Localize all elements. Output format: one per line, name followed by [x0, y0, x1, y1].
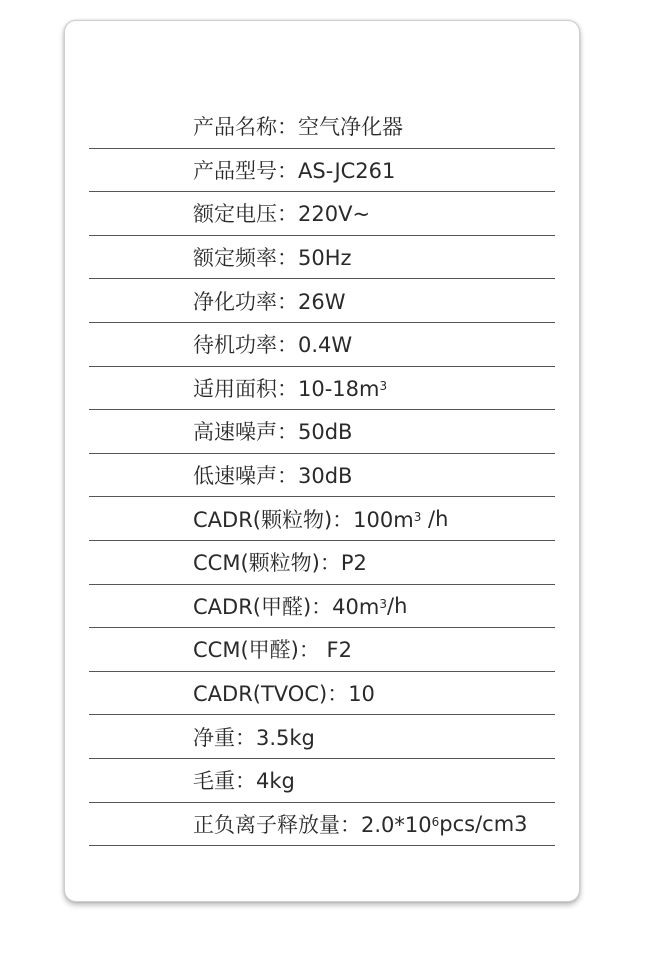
spec-text: 产品名称：空气净化器 [193, 115, 403, 140]
spec-superscript: 6 [431, 814, 440, 829]
spec-row-frequency [89, 236, 555, 280]
spec-superscript: 3 [413, 509, 422, 524]
spec-superscript: 3 [379, 378, 388, 393]
spec-text: 低速噪声：30dB [193, 464, 353, 489]
spec-row-high-noise [89, 410, 555, 454]
spec-suffix: /h [387, 593, 408, 618]
spec-row-standby-power [89, 323, 555, 367]
spec-suffix: /h [421, 506, 449, 531]
spec-text: CADR(甲醛)：40m [193, 594, 380, 619]
spec-suffix: pcs/cm3 [439, 811, 528, 836]
spec-text: 毛重：4kg [193, 769, 295, 794]
spec-row-low-noise [89, 454, 555, 498]
spec-row-purify-power [89, 279, 555, 323]
spec-text: 产品型号：AS-JC261 [193, 158, 396, 183]
spec-row-cadr-formaldehyde [89, 585, 555, 629]
spec-row-cadr-particle [89, 497, 555, 541]
spec-text: 适用面积：10-18m [193, 376, 380, 401]
spec-row-name [89, 105, 555, 149]
spec-row-ccm-particle [89, 541, 555, 585]
spec-row-area [89, 367, 555, 411]
spec-text: 额定电压：220V~ [193, 202, 371, 227]
spec-row-model [89, 149, 555, 193]
spec-text: 正负离子释放量：2.0*10 [193, 812, 432, 837]
spec-list [89, 105, 555, 846]
spec-text: 净重：3.5kg [193, 725, 315, 750]
spec-text: 净化功率：26W [193, 289, 346, 314]
spec-text: CADR(颗粒物)：100m [193, 507, 414, 532]
spec-card [64, 20, 580, 902]
spec-row-cadr-tvoc [89, 672, 555, 716]
spec-text: CCM(甲醛)： F2 [193, 638, 352, 663]
spec-text: 高速噪声：50dB [193, 420, 353, 445]
spec-text: CCM(颗粒物)：P2 [193, 551, 367, 576]
spec-superscript: 3 [379, 596, 387, 611]
spec-text: CADR(TVOC)：10 [193, 682, 375, 707]
spec-row-ccm-formaldehyde [89, 628, 555, 672]
spec-text: 额定频率：50Hz [193, 246, 352, 271]
spec-row-net-weight [89, 715, 555, 759]
spec-row-ion-release [89, 803, 555, 847]
spec-text: 待机功率：0.4W [193, 333, 353, 358]
spec-row-voltage [89, 192, 555, 236]
spec-row-gross-weight [89, 759, 555, 803]
